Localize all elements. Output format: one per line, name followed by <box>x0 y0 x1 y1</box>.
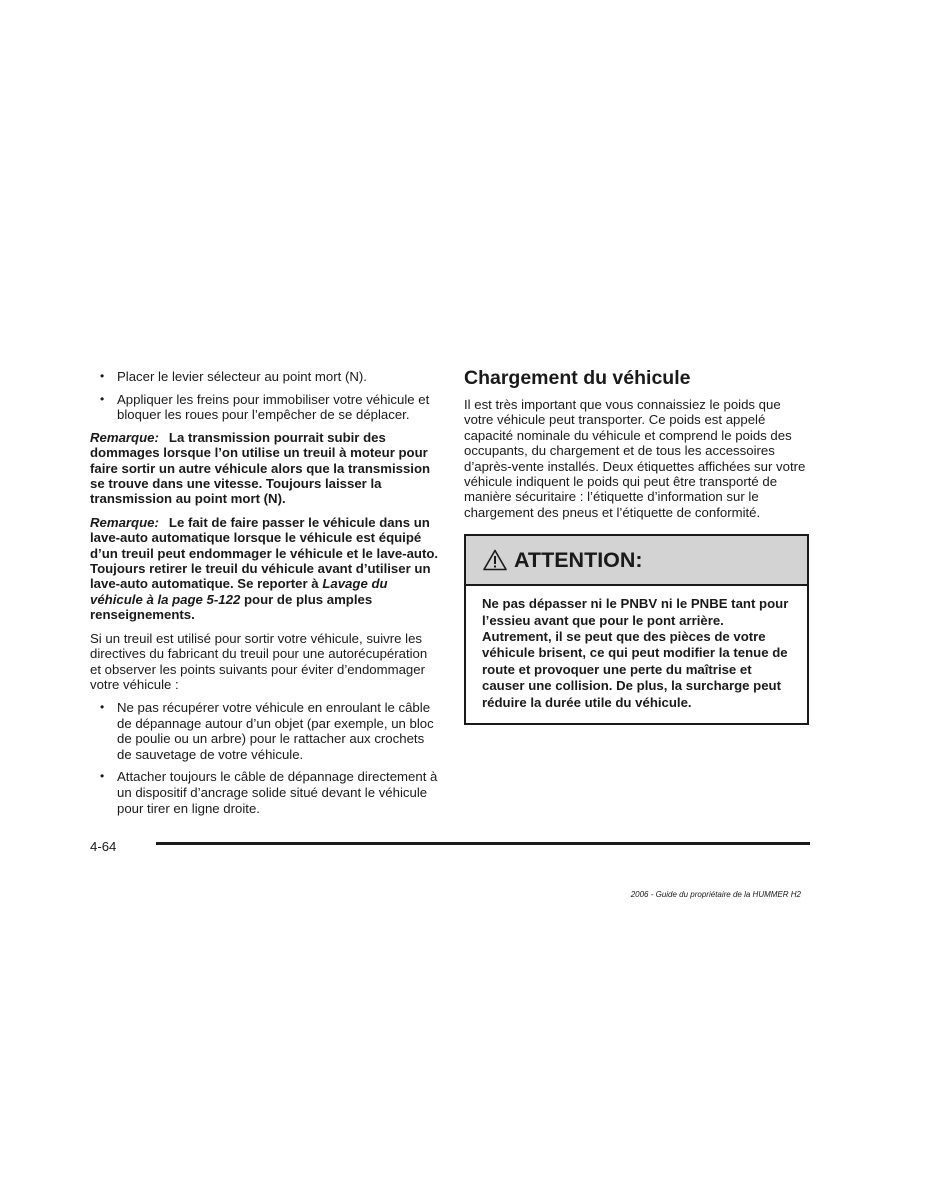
list-item <box>90 369 440 385</box>
bullet-icon: • <box>100 369 105 383</box>
list-item-text: Placer le levier sélecteur au point mort (N). <box>117 369 367 384</box>
winch-paragraph: Si un treuil est utilisé pour sortir votre véhicule, suivre les directives du fabricant du treuil pour une autorécupération et observer les points suivants pour éviter d’endommager votre véhicule : <box>90 630 428 693</box>
notice-transmission <box>90 430 440 507</box>
loading-paragraph: Il est très important que vous connaissiez le poids que votre véhicule peut transporter. Ce poids est appelé capacité nominale du véhicule et comprend le poids des occupants, du chargement et de tous les accessoires d’après-vente installés. Deux étiquettes affichées sur votre véhicule indiquent le poids qui peut être transporté de manière sécuritaire : l’étiquette d’information sur le chargement des pneus et l’étiquette de conformité. <box>464 397 806 520</box>
bullet-icon: • <box>100 700 105 715</box>
notice-lead: Remarque: <box>90 429 159 445</box>
warning-triangle-icon <box>483 549 507 571</box>
right-column <box>464 366 810 725</box>
caution-header <box>466 536 807 586</box>
notice-text-end: pour de plus amples renseignements. <box>90 591 373 623</box>
caution-title: ATTENTION: <box>514 547 643 572</box>
section-title: Chargement du véhicule <box>464 367 691 389</box>
notice-car-wash <box>90 515 440 623</box>
list-item <box>90 769 440 816</box>
bullet-icon: • <box>100 769 105 784</box>
caution-box <box>464 534 809 725</box>
bullet-list-top <box>90 369 440 423</box>
list-item-text: Ne pas récupérer votre véhicule en enroulant le câble de dépannage autour d’un objet (par exemple, un bloc de poulie ou un arbre) pour le rattacher aux crochets de sauvetage de votre véhicule. <box>117 700 434 762</box>
footer-divider <box>156 842 810 845</box>
document-footer: 2006 - Guide du propriétaire de la HUMMER H2 <box>630 890 801 899</box>
bullet-icon: • <box>100 391 105 406</box>
cross-reference-link[interactable]: Lavage du véhicule à la page 5-122 <box>90 576 388 607</box>
notice-text: La transmission pourrait subir des dommages lorsque l’on utilise un treuil à moteur pour faire sortir un autre véhicule alors que la transmission se trouve dans une vitesse. Toujours laisser la transmission au point mort (N). <box>90 429 431 507</box>
list-item <box>90 392 440 423</box>
list-item <box>90 700 440 762</box>
page-number: 4-64 <box>90 839 117 854</box>
bullet-list-bottom <box>90 700 440 816</box>
caution-text: Ne pas dépasser ni le PNBV ni le PNBE tant pour l’essieu avant que pour le pont arrière. Autrement, il se peut que des pièces de votre véhicule brisent, ce qui peut modifier la tenue de route et provoquer une perte du maîtrise et causer une collision. De plus, la surcharge peut réduire la durée utile du véhicule. <box>482 596 789 710</box>
notice-text: Le fait de faire passer le véhicule dans un lave-auto automatique lorsque le véhicule est équipé d’un treuil peut endommager le véhicule et le lave-auto. Toujours retirer le treuil du véhicule avant d’utiliser un lave-auto automatique. Se reporter à <box>90 514 439 592</box>
notice-lead: Remarque: <box>90 514 159 530</box>
list-item-text: Appliquer les freins pour immobiliser votre véhicule et bloquer les roues pour l’empêcher de se déplacer. <box>117 391 430 423</box>
left-column <box>90 369 440 823</box>
list-item-text: Attacher toujours le câble de dépannage directement à un dispositif d’ancrage solide situé devant le véhicule pour tirer en ligne droite. <box>117 769 438 816</box>
